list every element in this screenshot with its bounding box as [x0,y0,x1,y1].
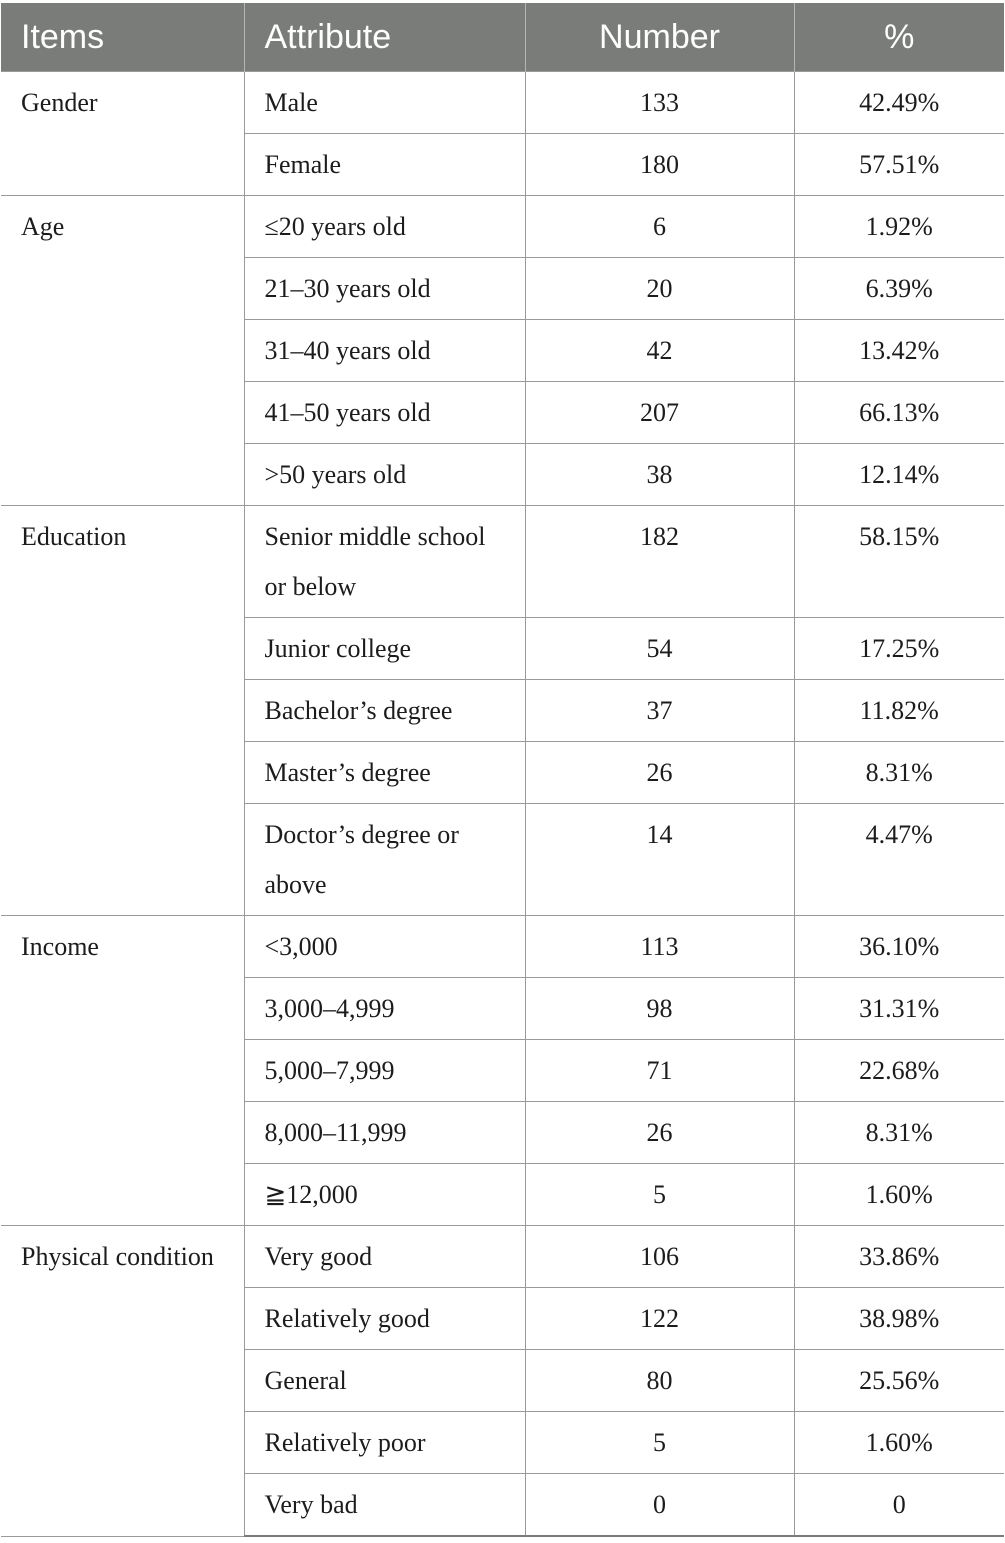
percent-cell: 57.51% [794,134,1004,196]
percent-cell: 1.60% [794,1164,1004,1226]
attribute-cell: 41–50 years old [244,382,525,444]
group-label-income: Income [1,916,244,1226]
number-cell: 182 [525,506,794,618]
number-cell: 42 [525,320,794,382]
attribute-cell: Doctor’s degree or above [244,804,525,916]
percent-cell: 6.39% [794,258,1004,320]
attribute-cell: Bachelor’s degree [244,680,525,742]
group-label-physical-condition: Physical condition [1,1226,244,1537]
attribute-cell: 21–30 years old [244,258,525,320]
header-row [1,3,1004,72]
table-body [1,72,1004,1537]
number-cell: 54 [525,618,794,680]
attribute-cell: 5,000–7,999 [244,1040,525,1102]
number-cell: 80 [525,1350,794,1412]
header-attribute: Attribute [244,3,525,72]
table-row [1,916,1004,978]
attribute-cell: ≧12,000 [244,1164,525,1226]
percent-cell: 1.92% [794,196,1004,258]
percent-cell: 8.31% [794,742,1004,804]
table-row [1,1226,1004,1288]
percent-cell: 25.56% [794,1350,1004,1412]
percent-cell: 0 [794,1474,1004,1537]
attribute-cell: Senior middle school or below [244,506,525,618]
percent-cell: 36.10% [794,916,1004,978]
header-items: Items [1,3,244,72]
attribute-cell: Female [244,134,525,196]
group-label-gender: Gender [1,72,244,196]
table-row [1,72,1004,134]
number-cell: 0 [525,1474,794,1537]
number-cell: 20 [525,258,794,320]
group-label-age: Age [1,196,244,506]
attribute-cell: General [244,1350,525,1412]
percent-cell: 4.47% [794,804,1004,916]
table-row [1,506,1004,618]
percent-cell: 1.60% [794,1412,1004,1474]
attribute-cell: >50 years old [244,444,525,506]
attribute-cell: Relatively good [244,1288,525,1350]
percent-cell: 11.82% [794,680,1004,742]
number-cell: 98 [525,978,794,1040]
number-cell: 106 [525,1226,794,1288]
percent-cell: 33.86% [794,1226,1004,1288]
attribute-cell: Male [244,72,525,134]
number-cell: 180 [525,134,794,196]
attribute-cell: <3,000 [244,916,525,978]
number-cell: 6 [525,196,794,258]
attribute-cell: Master’s degree [244,742,525,804]
header-percent: % [794,3,1004,72]
attribute-cell: Very good [244,1226,525,1288]
number-cell: 113 [525,916,794,978]
number-cell: 26 [525,1102,794,1164]
number-cell: 5 [525,1412,794,1474]
number-cell: 26 [525,742,794,804]
attribute-cell: Very bad [244,1474,525,1537]
percent-cell: 42.49% [794,72,1004,134]
attribute-cell: Relatively poor [244,1412,525,1474]
attribute-cell: 31–40 years old [244,320,525,382]
percent-cell: 8.31% [794,1102,1004,1164]
group-label-education: Education [1,506,244,916]
attribute-cell: Junior college [244,618,525,680]
number-cell: 133 [525,72,794,134]
number-cell: 207 [525,382,794,444]
attribute-cell: 8,000–11,999 [244,1102,525,1164]
table-row [1,196,1004,258]
percent-cell: 13.42% [794,320,1004,382]
percent-cell: 12.14% [794,444,1004,506]
number-cell: 38 [525,444,794,506]
number-cell: 37 [525,680,794,742]
percent-cell: 31.31% [794,978,1004,1040]
percent-cell: 22.68% [794,1040,1004,1102]
demographics-table [1,3,1004,1537]
percent-cell: 38.98% [794,1288,1004,1350]
number-cell: 5 [525,1164,794,1226]
number-cell: 122 [525,1288,794,1350]
percent-cell: 17.25% [794,618,1004,680]
number-cell: 71 [525,1040,794,1102]
attribute-cell: ≤20 years old [244,196,525,258]
percent-cell: 58.15% [794,506,1004,618]
header-number: Number [525,3,794,72]
number-cell: 14 [525,804,794,916]
percent-cell: 66.13% [794,382,1004,444]
attribute-cell: 3,000–4,999 [244,978,525,1040]
